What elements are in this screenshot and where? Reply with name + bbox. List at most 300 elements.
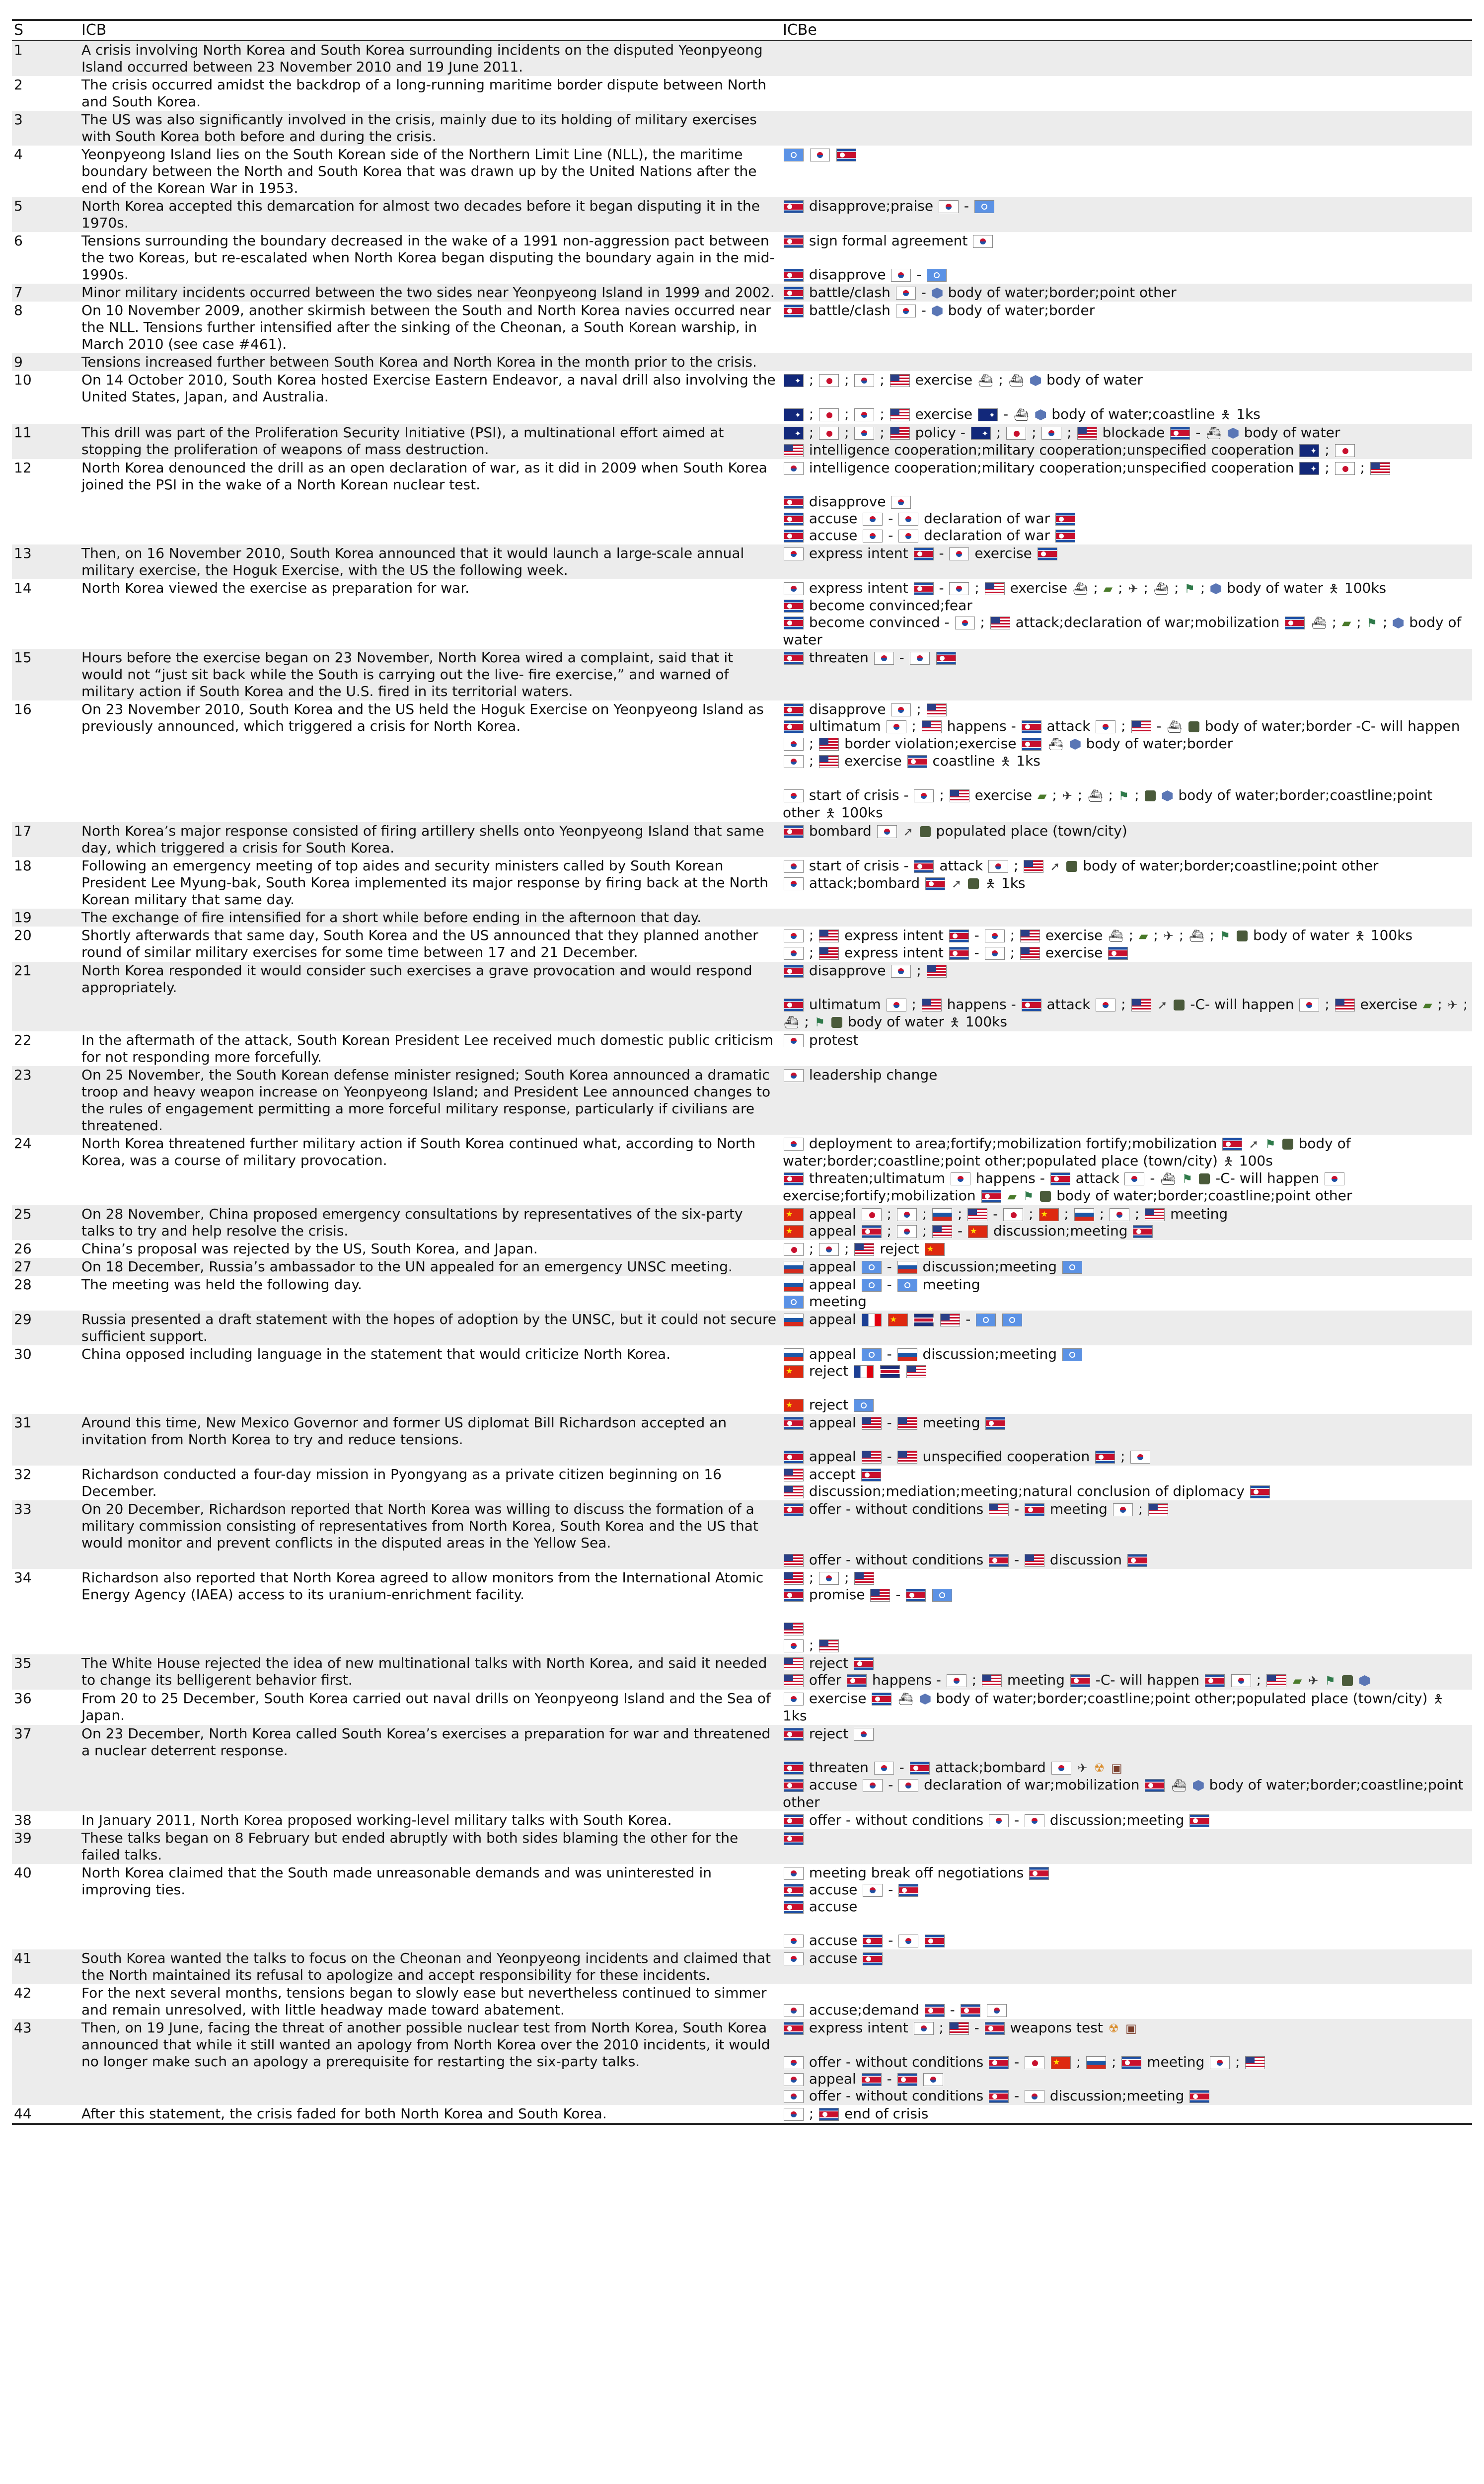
ship-icon: ⛴	[1008, 374, 1024, 388]
row-number: 18	[14, 857, 32, 874]
russia-flag-icon	[784, 1261, 804, 1274]
icbe-event	[783, 996, 1470, 1031]
icbe-label	[1152, 996, 1157, 1012]
icbe-label: body of water	[1042, 372, 1143, 388]
north-korea-flag-icon	[1222, 1138, 1242, 1151]
row-number: 32	[14, 1466, 32, 1482]
north-korea-flag-icon	[1189, 2090, 1209, 2103]
icbe-label	[927, 1586, 931, 1603]
south-korea-flag-icon	[987, 2004, 1007, 2017]
north-korea-flag-icon	[819, 2108, 839, 2121]
icbe-cell	[781, 1135, 1472, 1205]
south-korea-flag-icon	[784, 2004, 804, 2017]
row-number: 19	[12, 909, 79, 927]
icbe-label	[1035, 1187, 1039, 1204]
icb-text: A crisis involving North Korea and South Korea surrounding incidents on the disputed Yeonpyeong Island occurred between 23 November 2010 and 19 June 2011.	[79, 41, 781, 77]
icbe-event	[783, 1206, 1470, 1223]
north-korea-flag-icon	[1022, 738, 1041, 751]
ship-icon: ⛴	[978, 374, 993, 388]
table-header	[12, 20, 1472, 41]
icb-text: After this statement, the crisis faded for both North Korea and South Korea.	[79, 2105, 781, 2124]
icbe-label: disapprove	[805, 962, 890, 979]
us-flag-icon	[854, 1243, 874, 1256]
north-korea-flag-icon	[784, 652, 804, 665]
icbe-label: -	[999, 406, 1013, 422]
troops-icon: ⚑	[1182, 1172, 1193, 1186]
icbe-label: -	[884, 1777, 898, 1793]
icb-text: On 25 November, the South Korean defense minister resigned; South Korea announced a dramatic troop and heavy weapon increase on Yeonpyeong Island; and President Lee announced changes to the rules of engagement permitting a more forceful military response, particularly if civilians are threatened.	[79, 1066, 781, 1135]
icbe-label: -	[1010, 2054, 1024, 2070]
north-korea-flag-icon	[784, 1503, 804, 1516]
water-icon	[1193, 1780, 1204, 1791]
table-row	[12, 700, 1472, 822]
icbe-cell	[781, 1466, 1472, 1500]
north-korea-flag-icon	[1145, 1779, 1165, 1792]
icbe-label: ;	[1378, 614, 1392, 630]
table-row	[12, 1258, 1472, 1276]
icbe-event	[783, 1881, 1470, 1898]
north-korea-flag-icon	[981, 1190, 1001, 1203]
row-number: 2	[14, 77, 23, 93]
icbe-event	[783, 372, 1470, 389]
icbe-cell	[781, 822, 1472, 857]
south-korea-flag-icon	[1325, 1172, 1344, 1185]
icbe-cell	[781, 284, 1472, 302]
icbe-event	[783, 1311, 1470, 1328]
icbe-event	[783, 1466, 1470, 1483]
water-icon	[1030, 375, 1041, 386]
icbe-cell	[781, 371, 1472, 424]
north-korea-flag-icon	[784, 496, 804, 509]
icbe-event	[783, 2002, 1470, 2018]
icbe-event	[783, 1346, 1470, 1363]
table-row	[12, 197, 1472, 232]
japan-flag-icon	[1025, 2056, 1044, 2069]
us-flag-icon	[870, 1589, 890, 1602]
north-korea-flag-icon	[784, 235, 804, 248]
north-korea-flag-icon	[784, 1172, 804, 1185]
icbe-label: attack	[1042, 718, 1095, 734]
north-korea-flag-icon	[784, 703, 804, 716]
north-korea-flag-icon	[949, 930, 969, 942]
icbe-label: 100ks	[1366, 927, 1413, 943]
row-number: 29	[12, 1311, 79, 1345]
terrain-icon	[1199, 1173, 1210, 1184]
japan-flag-icon	[819, 427, 839, 440]
icbe-label: ;	[840, 1241, 854, 1257]
table-row	[12, 353, 1472, 371]
ship-icon: ⛴	[1048, 737, 1063, 751]
icbe-cell	[781, 1240, 1472, 1258]
icb-text: South Korea wanted the talks to focus on the Cheonan and Yeonpyeong incidents and claimed that the North maintained its refusal to apologize and accept responsibility for these incidents.	[79, 1949, 781, 1984]
icbe-label: ;	[805, 372, 818, 388]
terrain-icon	[968, 878, 979, 889]
icbe-label: ;	[1089, 580, 1103, 596]
south-korea-flag-icon	[891, 965, 911, 978]
ship-icon: ⛴	[1073, 582, 1088, 596]
icbe-label: meeting	[805, 1293, 867, 1310]
icbe-label: discussion;meeting	[989, 1223, 1132, 1239]
icbe-label: -	[1010, 1501, 1024, 1517]
icbe-event	[783, 823, 1470, 840]
us-flag-icon	[784, 1572, 804, 1585]
north-korea-flag-icon	[1108, 947, 1128, 960]
us-flag-icon	[950, 789, 969, 802]
row-number: 43	[12, 2019, 79, 2105]
north-korea-flag-icon	[1070, 1674, 1090, 1687]
icbe-label: ;	[1130, 787, 1144, 803]
south-korea-flag-icon	[1041, 427, 1061, 440]
un-flag-icon	[862, 1261, 882, 1274]
icb-text: North Korea claimed that the South made unreasonable demands and was uninterested in improving ties.	[81, 1864, 712, 1898]
north-korea-flag-icon	[1022, 999, 1041, 1011]
row-number: 16	[14, 701, 32, 717]
water-icon	[1359, 1675, 1370, 1686]
icbe-label: exercise	[1040, 927, 1108, 943]
south-korea-flag-icon	[1096, 999, 1115, 1011]
icbe-label: -	[884, 510, 898, 527]
icbe-label: body of water;border;coastline;point other	[1078, 857, 1379, 874]
row-number: 42	[14, 1985, 32, 2001]
un-flag-icon	[784, 1296, 804, 1309]
icbe-label: -	[894, 1759, 909, 1776]
north-korea-flag-icon	[906, 1589, 926, 1602]
artillery-icon: ➚	[903, 825, 913, 839]
row-number: 21	[12, 962, 79, 1031]
icbe-event	[783, 1518, 1470, 1535]
north-korea-flag-icon	[784, 600, 804, 613]
icbe-label: express intent	[840, 927, 948, 943]
south-korea-flag-icon	[784, 930, 804, 942]
icbe-label	[883, 1311, 887, 1327]
icb-text: This drill was part of the Proliferation Security Initiative (PSI), a multinational effort aimed at stopping the proliferation of weapons of mass destruction.	[79, 424, 781, 459]
person-icon: 🯅	[1433, 1692, 1444, 1706]
icbe-label	[946, 875, 951, 891]
south-korea-flag-icon	[1299, 999, 1319, 1011]
table-row	[12, 1205, 1472, 1240]
icbe-label: start of crisis -	[805, 787, 913, 803]
japan-flag-icon	[819, 408, 839, 421]
table-row	[12, 1829, 1472, 1864]
north-korea-flag-icon	[784, 825, 804, 838]
icbe-event	[783, 460, 1470, 476]
china-flag-icon	[1051, 2056, 1071, 2069]
north-korea-flag-icon	[784, 1814, 804, 1827]
un-flag-icon	[862, 1348, 882, 1361]
icbe-event	[783, 1431, 1470, 1448]
icbe-label: ;	[1124, 927, 1138, 943]
table-row	[12, 927, 1472, 962]
icbe-label: offer	[805, 1672, 846, 1688]
row-number: 27	[12, 1258, 79, 1276]
icbe-label	[1222, 424, 1227, 441]
icbe-label: -	[1010, 2088, 1024, 2104]
icbe-label: ;	[1116, 1448, 1130, 1465]
south-korea-flag-icon	[1210, 2056, 1230, 2069]
icbe-label: 1ks	[1012, 753, 1040, 769]
icbe-label: ;	[840, 1569, 854, 1586]
icbe-label: ;	[805, 1241, 818, 1257]
row-number: 10	[14, 372, 32, 388]
us-flag-icon	[890, 427, 910, 440]
icb-text: The exchange of fire intensified for a short while before ending in the afternoon that day.	[79, 909, 781, 927]
icbe-label: -	[1010, 1552, 1024, 1568]
icbe-label	[901, 1363, 905, 1379]
un-flag-icon	[1062, 1261, 1082, 1274]
south-korea-flag-icon	[949, 547, 969, 560]
icbe-label: accuse	[805, 527, 862, 543]
north-korea-flag-icon	[784, 530, 804, 543]
table-row	[12, 1690, 1472, 1725]
icb-text: On 18 December, Russia’s ambassador to the UN appealed for an emergency UNSC meeting.	[79, 1258, 781, 1276]
icbe-event	[783, 979, 1470, 996]
icbe-event	[783, 1742, 1470, 1759]
icbe-label: ;	[1174, 927, 1188, 943]
icbe-label	[1064, 735, 1069, 752]
icbe-label: exercise	[1355, 996, 1422, 1012]
south-korea-flag-icon	[1025, 1814, 1044, 1827]
icbe-label: discussion	[1045, 1552, 1126, 1568]
artillery-icon: ➚	[1050, 859, 1060, 873]
icbe-label: sign formal agreement	[805, 233, 972, 249]
icbe-label: offer - without conditions	[805, 2054, 988, 2070]
north-korea-flag-icon	[784, 1728, 804, 1741]
icbe-label: meeting	[1166, 1206, 1228, 1222]
icbe-event	[783, 1067, 1470, 1084]
north-korea-flag-icon	[1029, 1867, 1049, 1880]
us-flag-icon	[784, 444, 804, 457]
us-flag-icon	[989, 1503, 1009, 1516]
north-korea-flag-icon	[863, 1952, 883, 1965]
icbe-label: offer - without conditions	[805, 1812, 988, 1828]
icbe-cell	[781, 1500, 1472, 1569]
icbe-label: body of water	[1222, 580, 1328, 596]
icbe-label	[831, 146, 835, 162]
south-korea-flag-icon	[887, 720, 906, 733]
icbe-label: ;	[805, 1569, 818, 1586]
icbe-label: -	[945, 2002, 960, 2018]
icbe-cell	[781, 1690, 1472, 1725]
table-row	[12, 1031, 1472, 1066]
south-korea-flag-icon	[989, 1814, 1009, 1827]
icbe-label: ;	[917, 1206, 932, 1222]
south-korea-flag-icon	[1025, 2090, 1044, 2103]
icbe-label: -C- will happen	[1091, 1672, 1204, 1688]
icbe-label: -	[912, 266, 926, 283]
icbe-label: -	[988, 1206, 1003, 1222]
icb-text: The White House rejected the idea of new multinational talks with North Korea, and said it needed to change its belligerent behavior first.	[79, 1654, 781, 1690]
icbe-cell	[781, 1345, 1472, 1414]
table-row	[12, 459, 1472, 544]
table-row	[12, 1135, 1472, 1205]
us-flag-icon	[906, 1365, 926, 1378]
icbe-event	[783, 1672, 1470, 1689]
icbe-label	[914, 1690, 919, 1707]
north-korea-flag-icon	[925, 2004, 945, 2017]
russia-flag-icon	[1086, 2056, 1106, 2069]
ship-icon: ⛴	[1189, 929, 1204, 943]
row-number: 36	[14, 1690, 32, 1707]
icbe-event	[783, 875, 1470, 892]
terrain-icon	[1174, 1000, 1185, 1010]
icb-text: Yeonpyeong Island lies on the South Korean side of the Northern Limit Line (NLL), the maritime boundary between the North and South Korea that was drawn up by the United Nations after the end of the Korean War in 1953.	[81, 146, 757, 196]
south-korea-flag-icon	[874, 1762, 894, 1775]
icbe-label	[963, 875, 967, 891]
icbe-label: -	[969, 944, 984, 961]
water-icon	[932, 288, 943, 299]
header-s: S	[12, 20, 79, 41]
tank-icon: ▰	[1038, 789, 1047, 803]
icbe-label: 1ks	[1232, 406, 1261, 422]
row-number: 14	[14, 580, 32, 596]
tank-icon: ▰	[1423, 998, 1432, 1012]
icbe-label: happens -	[867, 1672, 946, 1688]
table-row	[12, 2105, 1472, 2124]
icbe-event	[783, 527, 1470, 544]
north-korea-flag-icon	[1050, 1172, 1070, 1185]
icbe-label: policy -	[910, 424, 970, 441]
icbe-label: -	[969, 2019, 984, 2036]
icb-text: China’s proposal was rejected by the US, South Korea, and Japan.	[81, 1241, 538, 1257]
north-korea-flag-icon	[784, 1884, 804, 1897]
icbe-label: ;	[875, 424, 889, 441]
south-korea-flag-icon	[863, 1884, 883, 1897]
icbe-label: body of water;coastline	[1047, 406, 1220, 422]
icbe-label: 1ks	[996, 875, 1026, 891]
us-flag-icon	[897, 1417, 917, 1430]
jet-icon: ✈	[1077, 1761, 1088, 1775]
icbe-label: ;	[917, 1223, 932, 1239]
us-flag-icon	[967, 1208, 987, 1221]
icbe-label: ;	[882, 1223, 896, 1239]
north-korea-flag-icon	[1170, 427, 1190, 440]
icbe-event	[783, 597, 1470, 614]
icbe-label: -	[882, 1346, 896, 1362]
icbe-label	[1177, 1170, 1181, 1186]
icbe-event	[783, 857, 1470, 875]
row-number: 40	[14, 1864, 32, 1881]
icbe-label: -	[934, 580, 949, 596]
icb-text: In the aftermath of the attack, South Korean President Lee received much domestic public criticism for not responding more forcefully.	[81, 1032, 773, 1065]
icbe-event	[783, 1241, 1470, 1257]
artillery-icon: ➚	[1249, 1137, 1259, 1151]
icbe-label: ;	[970, 580, 984, 596]
icbe-cell	[781, 1414, 1472, 1466]
icbe-label: ;	[840, 424, 854, 441]
icbe-label: exercise	[970, 545, 1037, 561]
icb-text: Richardson also reported that North Korea agreed to allow monitors from the International Atomic Energy Agency (IAEA) access to its uranium-enrichment facility.	[81, 1569, 764, 1603]
icbe-event	[783, 701, 1470, 718]
icbe-event	[783, 1414, 1470, 1431]
icbe-label: body of water;border;coastline;point other	[783, 787, 1433, 821]
us-flag-icon	[784, 1554, 804, 1567]
icbe-label: -	[934, 545, 949, 561]
japan-flag-icon	[1335, 444, 1355, 457]
icbe-label	[1303, 1672, 1307, 1688]
north-korea-flag-icon	[854, 1657, 874, 1670]
icbe-cell	[781, 1811, 1472, 1829]
icbe-label: threaten	[805, 1759, 873, 1776]
us-flag-icon	[784, 1623, 804, 1635]
japan-flag-icon	[1335, 462, 1355, 475]
australia-flag-icon	[784, 427, 804, 440]
icbe-event	[783, 770, 1470, 787]
terrain-icon	[1342, 1675, 1353, 1686]
us-flag-icon	[1266, 1674, 1286, 1687]
south-korea-flag-icon	[863, 530, 883, 543]
icb-text: Shortly afterwards that same day, South Korea and the US announced that they planned another round of similar military exercises for some time between 17 and 21 December.	[81, 927, 758, 960]
icbe-cell	[781, 1725, 1472, 1811]
icbe-label: battle/clash	[805, 302, 895, 318]
north-korea-flag-icon	[784, 1762, 804, 1775]
south-korea-flag-icon	[896, 287, 916, 300]
icbe-event	[783, 614, 1470, 648]
icbe-event	[783, 1223, 1470, 1240]
icbe-label: ;	[1107, 2054, 1121, 2070]
south-korea-flag-icon	[897, 1208, 917, 1221]
icbe-label: 100ks	[961, 1013, 1008, 1030]
icbe-event	[783, 1725, 1470, 1742]
table-row	[12, 1500, 1472, 1569]
icbe-label: ;	[1073, 787, 1087, 803]
icb-text: North Korea threatened further military action if South Korea continued what, according to North Korea, was a course of military provocation.	[81, 1135, 756, 1168]
un-flag-icon	[1002, 1314, 1022, 1326]
terrain-icon	[1237, 931, 1248, 941]
icbe-label: disapprove	[805, 701, 890, 717]
icbe-label: become convinced;fear	[805, 597, 972, 614]
icbe-event	[783, 580, 1470, 597]
icbe-label: happens -	[942, 996, 1021, 1012]
china-flag-icon	[888, 1314, 908, 1326]
icbe-event	[783, 2037, 1470, 2054]
icbe-label: reject	[805, 1655, 853, 1671]
artillery-icon: ➚	[951, 877, 962, 891]
icbe-label: -	[916, 302, 931, 318]
terrain-icon	[1282, 1139, 1293, 1150]
icbe-label	[1193, 1170, 1198, 1186]
icbe-label: attack	[1042, 996, 1095, 1012]
south-korea-flag-icon	[949, 582, 969, 595]
us-flag-icon	[819, 930, 839, 942]
icbe-label: -	[884, 1881, 898, 1898]
north-korea-flag-icon	[784, 1417, 804, 1430]
icbe-label: ;	[1327, 614, 1341, 630]
china-flag-icon	[784, 1399, 804, 1412]
icbe-label	[1183, 718, 1187, 734]
icbe-label	[909, 1311, 913, 1327]
jet-icon: ✈	[1163, 929, 1174, 943]
us-flag-icon	[819, 755, 839, 768]
icbe-event	[783, 1135, 1470, 1170]
icbe-label: appeal	[805, 1346, 861, 1362]
icbe-label	[1002, 1187, 1007, 1204]
icbe-label: express intent	[840, 944, 948, 961]
north-korea-flag-icon	[985, 1417, 1005, 1430]
icbe-label: discussion;meeting	[918, 1346, 1061, 1362]
icbe-label: ;	[1005, 944, 1019, 961]
south-korea-flag-icon	[898, 513, 918, 526]
jet-icon: ✈	[1128, 582, 1138, 596]
icbe-label: reject	[875, 1241, 924, 1257]
south-korea-flag-icon	[784, 547, 804, 560]
icb-text: Richardson conducted a four-day mission in Pyongyang as a private citizen beginning on 16 December.	[81, 1466, 722, 1499]
icbe-label: body of water;border -C- will happen	[1200, 718, 1460, 734]
icbe-label	[1226, 1672, 1230, 1688]
tank-icon: ▰	[1138, 929, 1148, 943]
south-korea-flag-icon	[810, 149, 830, 161]
row-number: 33	[12, 1500, 79, 1569]
icbe-label: battle/clash	[805, 284, 895, 301]
